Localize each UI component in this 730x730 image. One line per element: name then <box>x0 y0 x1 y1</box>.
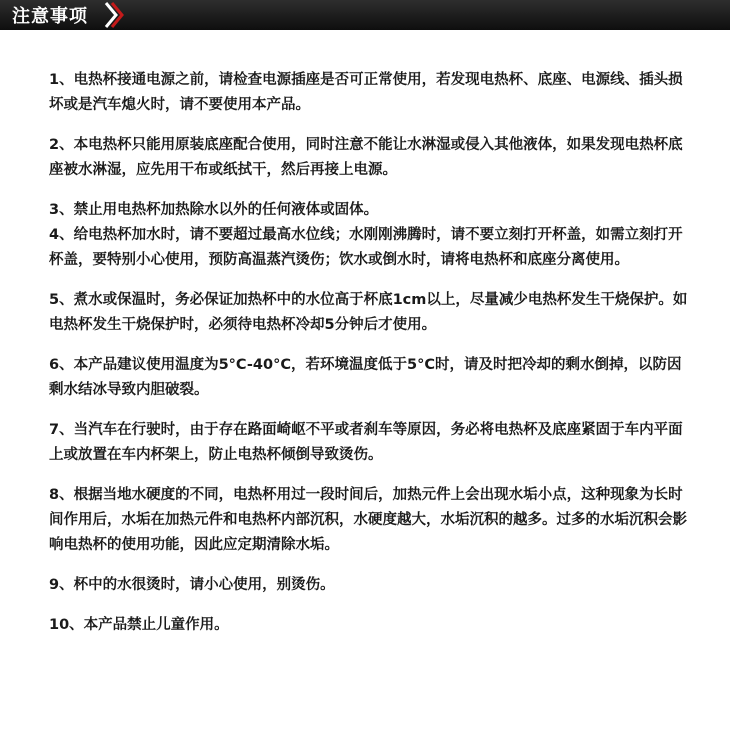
page-title: 注意事项 <box>12 6 88 27</box>
notice-item-5: 5、煮水或保温时，务必保证加热杯中的水位高于杯底1cm以上，尽量减少电热杯发生干烧保护。如电热杯发生干烧保护时，必须待电热杯冷却5分钟后才使用。 <box>49 292 688 333</box>
notice-item-10: 10、本产品禁止儿童作用。 <box>49 617 229 633</box>
notice-item-9: 9、杯中的水很烫时，请小心使用，别烫伤。 <box>49 577 335 593</box>
notice-item-8: 8、根据当地水硬度的不同，电热杯用过一段时间后，加热元件上会出现水垢小点，这种现象为长时间作用后，水垢在加热元件和电热杯内部沉积，水硬度越大，水垢沉积的越多。过多的水垢沉积会影响电热杯的使用功能，因此应定期清除水垢。 <box>49 487 687 553</box>
notice-item-4: 4、给电热杯加水时，请不要超过最高水位线；水刚刚沸腾时，请不要立刻打开杯盖，如需立刻打开杯盖，要特别小心使用，预防高温蒸汽烫伤；饮水或倒水时，请将电热杯和底座分离使用。 <box>49 227 683 268</box>
header-bar <box>0 0 730 30</box>
header-title-box <box>0 0 104 30</box>
notice-item-7: 7、当汽车在行驶时，由于存在路面崎岖不平或者刹车等原因，务必将电热杯及底座紧固于车内平面上或放置在车内杯架上，防止电热杯倾倒导致烫伤。 <box>49 422 683 463</box>
notice-item-3: 3、禁止用电热杯加热除水以外的任何液体或固体。 <box>49 202 379 218</box>
notice-item-6: 6、本产品建议使用温度为5°C-40°C，若环境温度低于5°C时，请及时把冷却的剩水倒掉，以防因剩水结冰导致内胆破裂。 <box>49 357 682 398</box>
notice-list <box>49 68 691 638</box>
chevron-right-icon <box>100 0 130 30</box>
notice-item-2: 2、本电热杯只能用原装底座配合使用，同时注意不能让水淋湿或侵入其他液体，如果发现电热杯底座被水淋湿，应先用干布或纸拭干，然后再接上电源。 <box>49 137 683 178</box>
notice-item-1: 1、电热杯接通电源之前，请检查电源插座是否可正常使用，若发现电热杯、底座、电源线、插头损坏或是汽车熄火时，请不要使用本产品。 <box>49 72 683 113</box>
